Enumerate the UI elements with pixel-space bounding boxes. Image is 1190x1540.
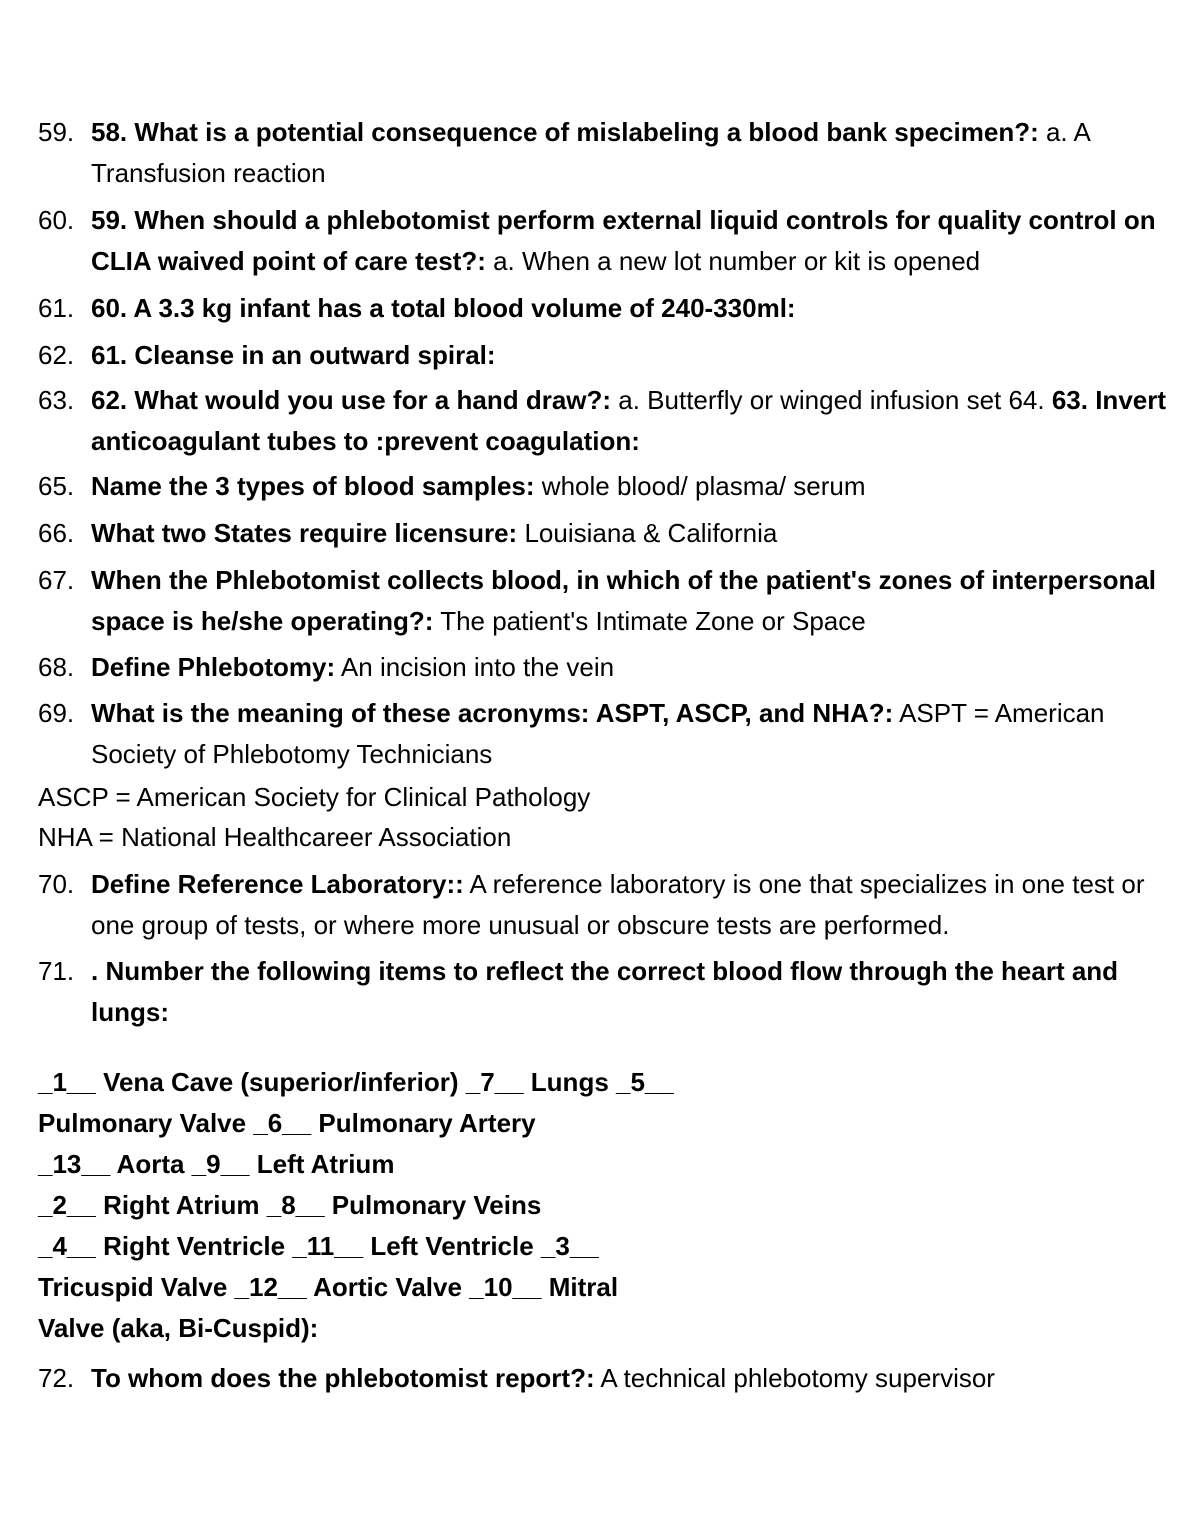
item-number: 59. — [38, 117, 75, 147]
list-item-70 — [38, 864, 1178, 946]
item-number: 66. — [38, 518, 75, 548]
acronym-line: NHA = National Healthcareer Association — [38, 822, 512, 852]
item-answer: ASPT = American Society of Phlebotomy Technicians — [91, 698, 1105, 769]
item-question: 58. What is a potential consequence of mislabeling a blood bank specimen?: — [91, 117, 1039, 147]
item-question: 62. What would you use for a hand draw?: — [91, 385, 612, 415]
list-item-67 — [38, 560, 1178, 642]
item-number: 65. — [38, 471, 75, 501]
blood-flow-line: Tricuspid Valve _12__ Aortic Valve _10__ Mitral — [38, 1272, 619, 1302]
blood-flow-line: Valve (aka, Bi-Cuspid): — [38, 1313, 319, 1343]
item-answer: a. Butterfly or winged infusion set 64. — [611, 385, 1052, 415]
list-item-71 — [38, 951, 1178, 1033]
blood-flow-line: _2__ Right Atrium _8__ Pulmonary Veins — [38, 1190, 542, 1220]
acronym-line: ASCP = American Society for Clinical Pathology — [38, 782, 591, 812]
list-item-66 — [38, 513, 1178, 554]
item-number: 67. — [38, 565, 75, 595]
item-answer: a. A Transfusion reaction — [91, 117, 1090, 188]
list-item-62 — [38, 335, 1178, 376]
item-question: Define Reference Laboratory:: — [91, 869, 464, 899]
item-answer: Louisiana & California — [517, 518, 778, 548]
item-question: Define Phlebotomy: — [91, 652, 336, 682]
item-question: 61. Cleanse in an outward spiral: — [91, 340, 496, 370]
list-item-61 — [38, 288, 1178, 329]
item-question: 59. When should a phlebotomist perform external liquid controls for quality control on CLIA waived point of care test?: — [91, 205, 1156, 276]
item-number: 68. — [38, 652, 75, 682]
item-question: When the Phlebotomist collects blood, in which of the patient's zones of interpersonal space is he/she operating?: — [91, 565, 1157, 636]
item-question: What two States require licensure: — [91, 518, 518, 548]
item-answer: The patient's Intimate Zone or Space — [433, 606, 866, 636]
item-answer: An incision into the vein — [335, 652, 615, 682]
item-number: 60. — [38, 205, 75, 235]
item-answer: a. When a new lot number or kit is opened — [485, 246, 981, 276]
blood-flow-line: _13__ Aorta _9__ Left Atrium — [38, 1149, 395, 1179]
item-number: 63. — [38, 385, 75, 415]
item-question: To whom does the phlebotomist report?: — [91, 1363, 595, 1393]
item-question: Name the 3 types of blood samples: — [91, 471, 535, 501]
blood-flow-line: _4__ Right Ventricle _11__ Left Ventricle _3__ — [38, 1231, 599, 1261]
item-number: 70. — [38, 869, 75, 899]
item-number: 69. — [38, 698, 75, 728]
item-number: 72. — [38, 1363, 75, 1393]
item-answer: A reference laboratory is one that specializes in one test or one group of tests, or where more unusual or obscure tests are performed. — [91, 869, 1145, 940]
list-item-65 — [38, 466, 1178, 507]
list-item-59 — [38, 112, 1178, 194]
item-number: 61. — [38, 293, 75, 323]
list-item-69 — [38, 693, 1178, 775]
list-item-72 — [38, 1358, 1178, 1399]
item-number: 62. — [38, 340, 75, 370]
blood-flow-line: _1__ Vena Cave (superior/inferior) _7__ Lungs _5__ — [38, 1067, 674, 1097]
item-question: 60. A 3.3 kg infant has a total blood volume of 240-330ml: — [91, 293, 796, 323]
list-item-68 — [38, 647, 1178, 688]
blood-flow-list — [38, 1062, 738, 1349]
item-number: 71. — [38, 956, 75, 986]
list-item-63 — [38, 380, 1178, 462]
item-answer: A technical phlebotomy supervisor — [594, 1363, 995, 1393]
item-question: What is the meaning of these acronyms: ASPT, ASCP, and NHA?: — [91, 698, 894, 728]
list-item-60 — [38, 200, 1178, 282]
item-answer: whole blood/ plasma/ serum — [534, 471, 866, 501]
item-question-merged: 63. Invert anticoagulant tubes to :prevent coagulation: — [91, 385, 1167, 456]
item-question: . Number the following items to reflect the correct blood flow through the heart and lungs: — [91, 956, 1119, 1027]
blood-flow-line: Pulmonary Valve _6__ Pulmonary Artery — [38, 1108, 536, 1138]
